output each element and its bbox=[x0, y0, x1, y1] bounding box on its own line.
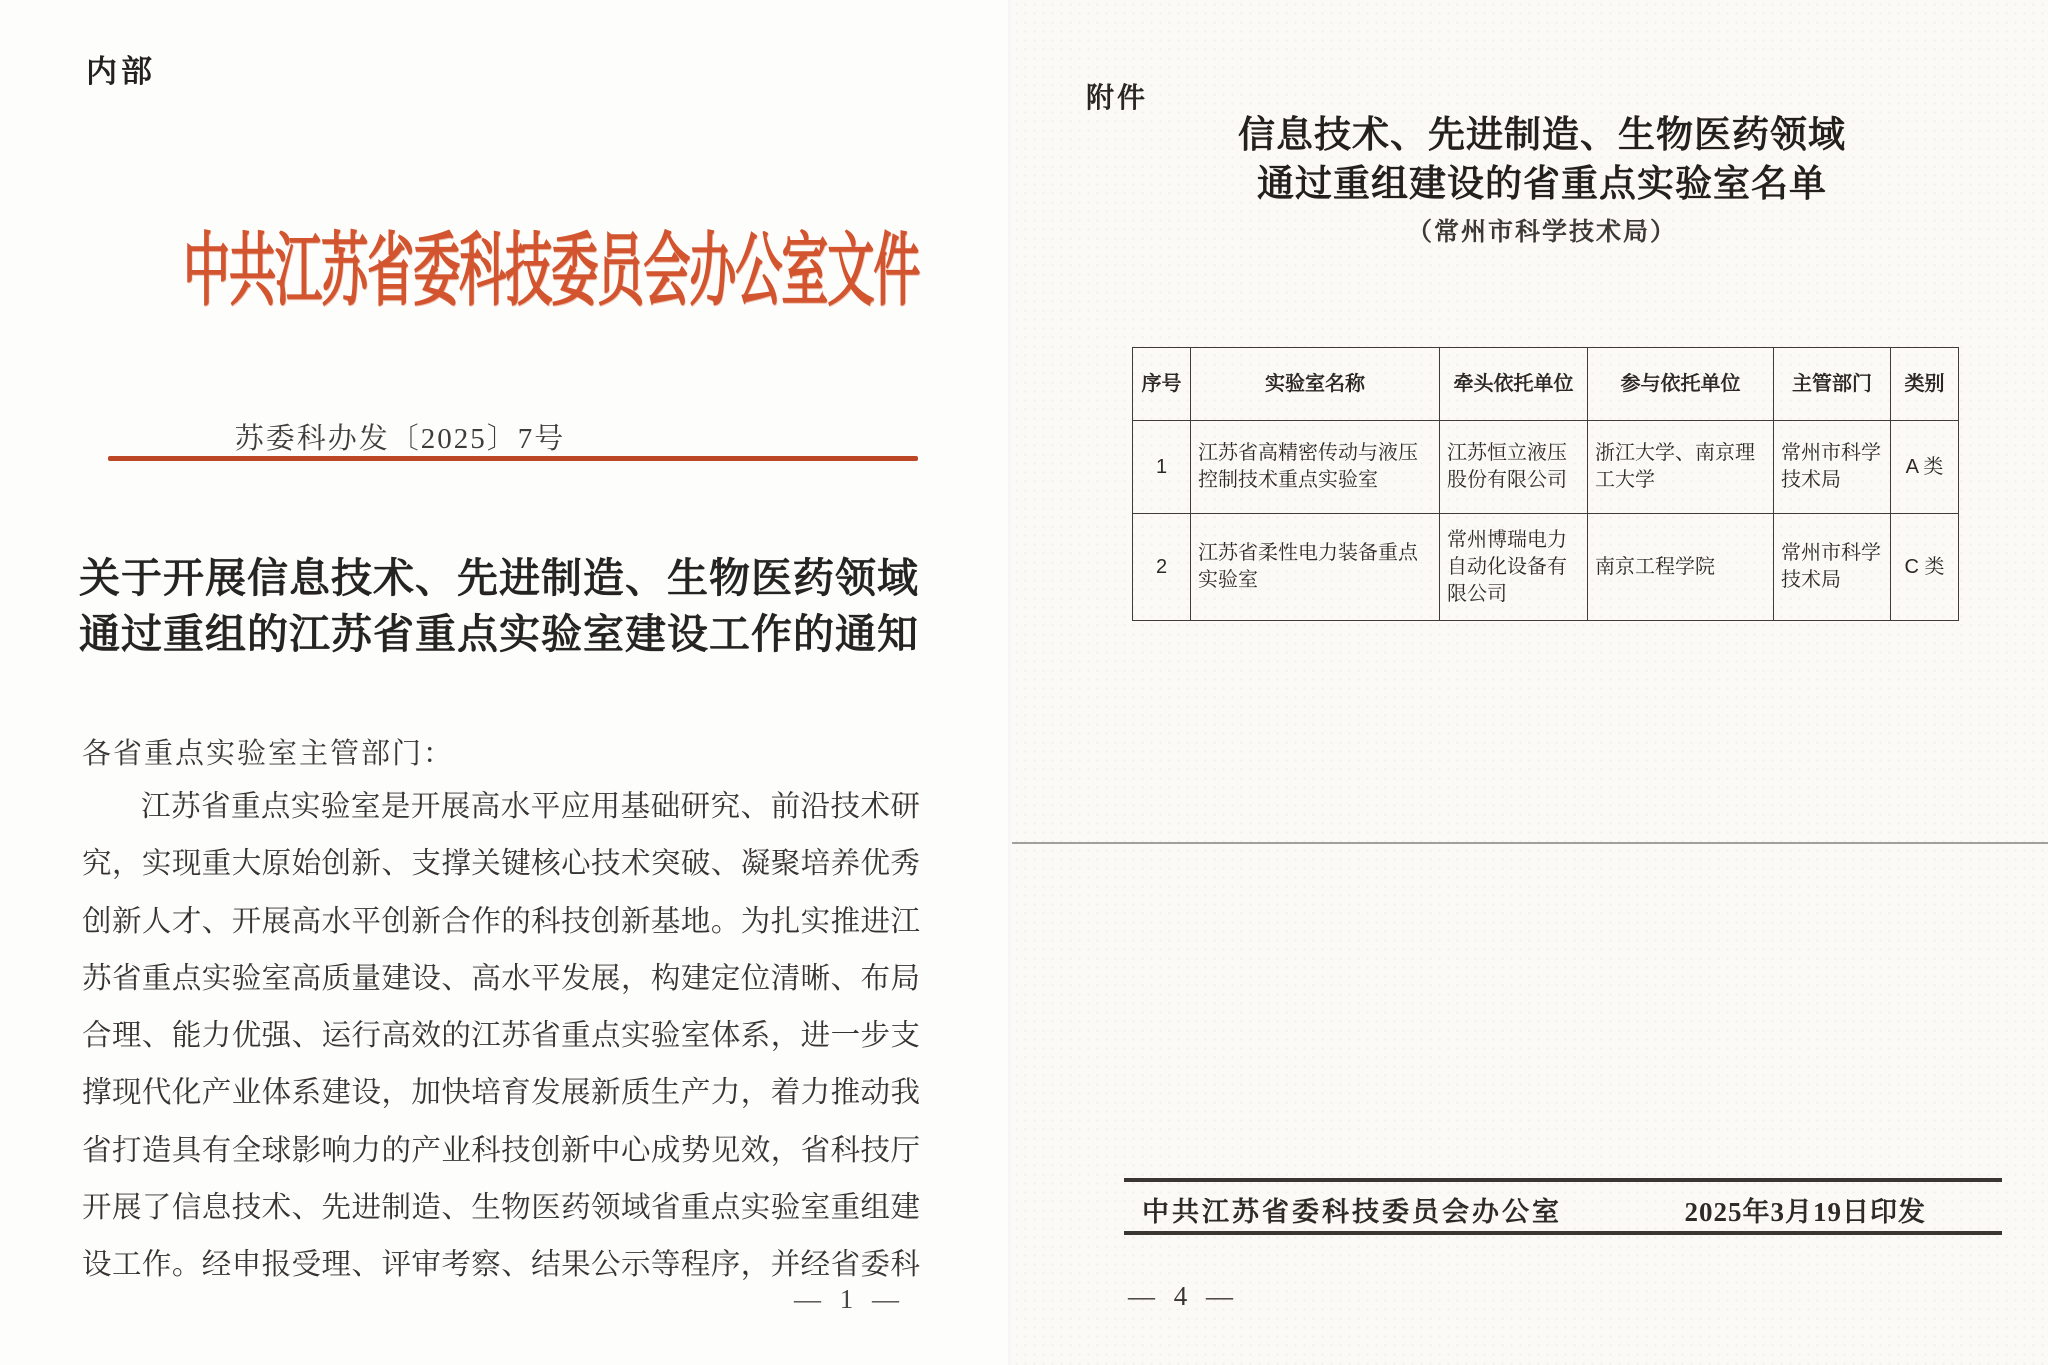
body-line: 省打造具有全球影响力的产业科技创新中心成势见效，省科技厅 bbox=[82, 1134, 920, 1167]
col-header-lab: 实验室名称 bbox=[1191, 348, 1440, 421]
col-header-dept: 主管部门 bbox=[1774, 348, 1891, 421]
body-line: 设工作。经申报受理、评审考察、结果公示等程序，并经省委科 bbox=[82, 1249, 920, 1282]
labs-table bbox=[1132, 347, 1959, 621]
right-page-scan bbox=[1012, 0, 2048, 1365]
mid-page-scan-line bbox=[1012, 842, 2048, 844]
col-header-seq: 序号 bbox=[1133, 348, 1191, 421]
footer-print-date: 2025年3月19日印发 bbox=[1684, 1197, 1926, 1227]
body-line: 江苏省重点实验室是开展高水平应用基础研究、前沿技术研 bbox=[141, 791, 920, 823]
left-page-scan bbox=[0, 0, 1012, 1365]
page-number-left: — 1 — bbox=[794, 1284, 905, 1314]
table-header-row bbox=[1133, 348, 1959, 421]
body-paragraph bbox=[82, 779, 920, 1295]
cell-part: 浙江大学、南京理工大学 bbox=[1588, 421, 1774, 514]
attachment-title-line1: 信息技术、先进制造、生物医药领域 bbox=[1238, 114, 1846, 155]
cell-part: 南京工程学院 bbox=[1588, 514, 1774, 621]
col-header-part: 参与依托单位 bbox=[1588, 348, 1774, 421]
cell-lead: 常州博瑞电力自动化设备有限公司 bbox=[1440, 514, 1588, 621]
body-line: 合理、能力优强、运行高效的江苏省重点实验室体系，进一步支 bbox=[82, 1020, 920, 1053]
cell-class: A 类 bbox=[1891, 421, 1959, 514]
footer-issuer: 中共江苏省委科技委员会办公室 bbox=[1142, 1197, 1562, 1227]
cell-seq: 1 bbox=[1133, 421, 1191, 514]
body-line: 苏省重点实验室高质量建设、高水平发展，构建定位清晰、布局 bbox=[82, 962, 920, 995]
col-header-class: 类别 bbox=[1891, 348, 1959, 421]
cell-dept: 常州市科学技术局 bbox=[1774, 514, 1891, 621]
body-line: 撑现代化产业体系建设，加快培育发展新质生产力，着力推动我 bbox=[82, 1077, 920, 1110]
attachment-label: 附件 bbox=[1086, 82, 1149, 113]
cell-dept: 常州市科学技术局 bbox=[1774, 421, 1891, 514]
attachment-title bbox=[1112, 110, 1972, 208]
red-letterhead-title: 中共江苏省委科技委员会办公室文件 bbox=[183, 226, 920, 315]
footer-rule-top bbox=[1124, 1178, 2002, 1182]
cell-lab: 江苏省柔性电力装备重点实验室 bbox=[1191, 514, 1440, 621]
table-row bbox=[1133, 514, 1959, 621]
body-line: 究，实现重大原始创新、支撑关键核心技术突破、凝聚培养优秀 bbox=[82, 848, 920, 881]
cell-class: C 类 bbox=[1891, 514, 1959, 621]
footer-rule-bottom bbox=[1124, 1231, 2002, 1235]
document-number: 苏委科办发〔2025〕7号 bbox=[234, 423, 566, 455]
document-title-line1: 关于开展信息技术、先进制造、生物医药领域 bbox=[79, 555, 919, 601]
cell-lab: 江苏省高精密传动与液压控制技术重点实验室 bbox=[1191, 421, 1440, 514]
table-row bbox=[1133, 421, 1959, 514]
document-title-line2: 通过重组的江苏省重点实验室建设工作的通知 bbox=[79, 611, 919, 657]
cell-seq: 2 bbox=[1133, 514, 1191, 621]
document-title bbox=[78, 550, 920, 662]
attachment-subtitle: （常州市科学技术局） bbox=[1406, 218, 1677, 246]
page-number-right: — 4 — bbox=[1128, 1281, 1239, 1311]
body-line: 创新人才、开展高水平创新合作的科技创新基地。为扎实推进江 bbox=[82, 905, 920, 938]
red-divider-rule bbox=[108, 456, 918, 461]
attachment-title-line2: 通过重组建设的省重点实验室名单 bbox=[1257, 163, 1827, 204]
cell-lead: 江苏恒立液压股份有限公司 bbox=[1440, 421, 1588, 514]
classification-label: 内部 bbox=[86, 54, 156, 89]
body-line: 开展了信息技术、先进制造、生物医药领域省重点实验室重组建 bbox=[82, 1192, 920, 1225]
col-header-lead: 牵头依托单位 bbox=[1440, 348, 1588, 421]
salutation: 各省重点实验室主管部门： bbox=[82, 738, 455, 770]
